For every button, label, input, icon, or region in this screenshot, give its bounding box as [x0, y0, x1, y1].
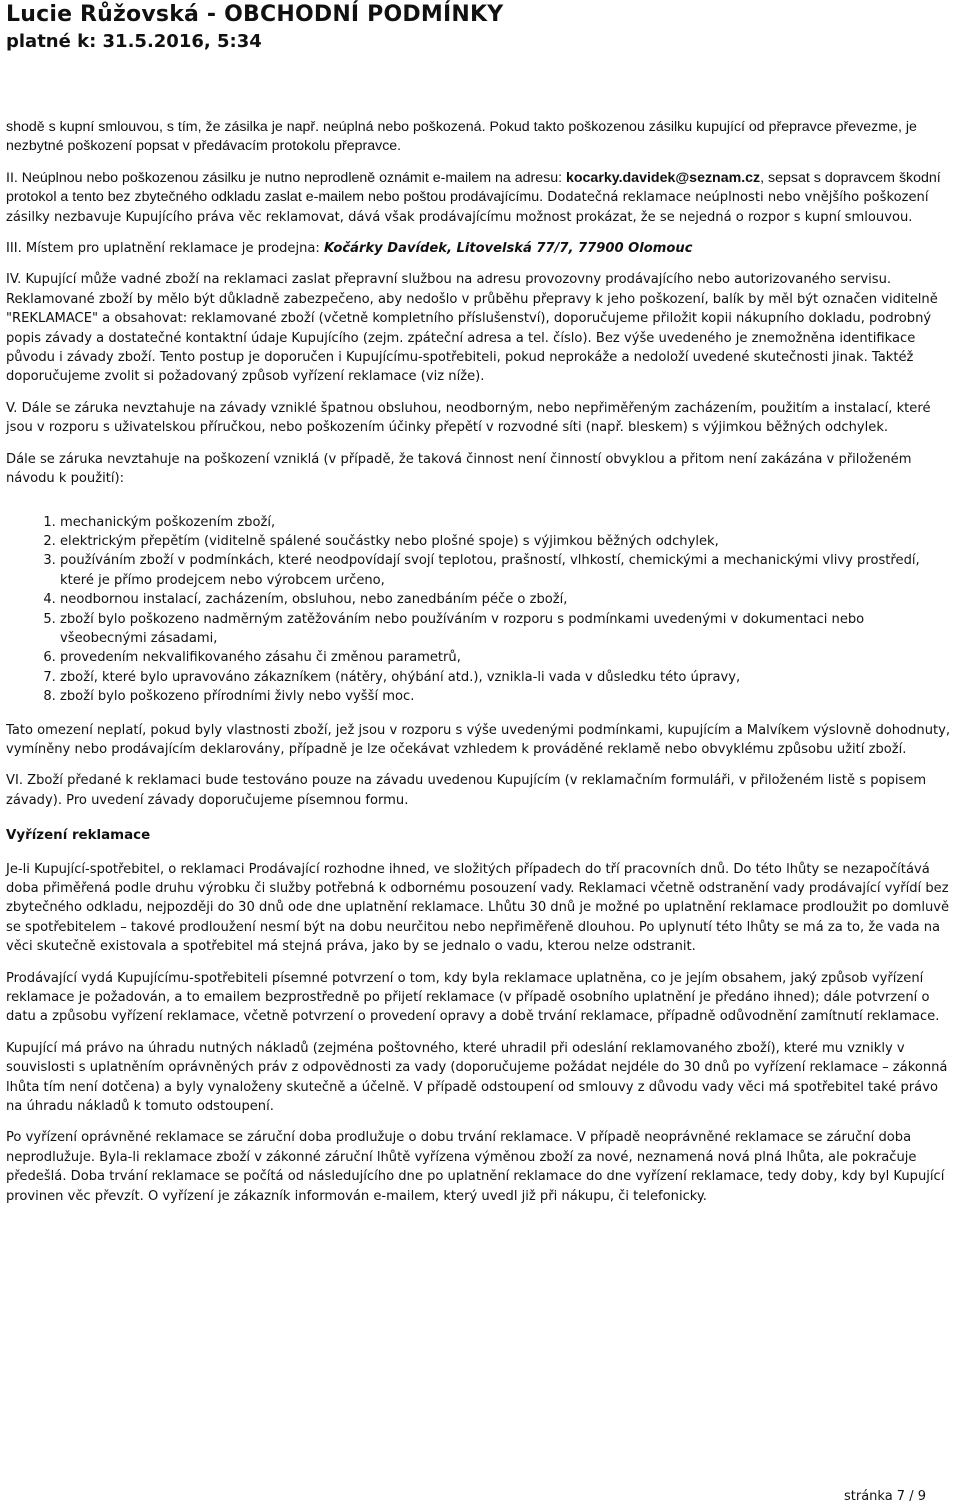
list-item: 1. mechanickým poškozením zboží, [60, 513, 954, 532]
list-item: 7. zboží, které bylo upravováno zákazníkem (nátěry, ohýbání atd.), vznikla-li vada v důsledku této úpravy, [60, 668, 954, 687]
paragraph-confirmation: Prodávající vydá Kupujícímu-spotřebiteli písemné potvrzení o tom, kdy byla reklamace uplatněna, co je jejím obsahem, jaký způsob vyřízení reklamace je požadován, a to emailem bezprostředně po přijetí reklamace (v případě osobního uplatnění je předáno ihned); dále potvrzení o datu a způsobu vyřízení reklamace, včetně potvrzení o provedení opravy a době trvání reklamace, případně odůvodnění zamítnutí reklamace. [6, 970, 940, 1025]
list-item: 4. neodbornou instalací, zacházením, obsluhou, nebo zanedbáním péče o zboží, [60, 590, 954, 609]
paragraph-intro: shodě s kupní smlouvou, s tím, že zásilka je např. neúplná nebo poškozená. Pokud takto poškozenou zásilku kupující od přepravce převezme, je nezbytné poškození popsat v předávacím protokolu přepravce. [6, 119, 917, 155]
store-address: Kočárky Davídek, Litovelská 77/7, 77900 Olomouc [323, 241, 693, 257]
document-body [6, 118, 954, 1218]
validity-date: platné k: 31.5.2016, 5:34 [6, 31, 262, 52]
paragraph-costs: Kupující má právo na úhradu nutných nákladů (zejména poštovného, které uhradil při odeslání reklamovaného zboží), které mu vznikly v souvislosti s uplatněním oprávněných práv z odpovědnosti za vady (doporučujeme požádat nejdéle do 30 dnů po vyřízení reklamace – zákonná lhůta tím není dotčena) a byly vynaloženy skutečně a účelně. V případě odstoupení od smlouvy z důvodu vady věci má spotřebitel také právo na úhradu nákladů k tomuto odstoupení. [6, 1040, 948, 1115]
paragraph-iii-text: III. Místem pro uplatnění reklamace je prodejna: [6, 241, 324, 257]
section-heading: Vyřízení reklamace [6, 828, 151, 844]
paragraph-warranty: Po vyřízení oprávněné reklamace se záruční doba prodlužuje o dobu trvání reklamace. V případě neoprávněné reklamace se záruční doba neprodlužuje. Byla-li reklamace zboží v zákonné záruční lhůtě vyřízena výměnou zboží za nové, neznamená nová plná lhůta, ale pokračuje předešlá. Doba trvání reklamace se počítá od následujícího dne po uplatnění reklamace do dne vyřízení reklamace, tedy doby, kdy byl Kupující provinen věc převzít. O vyřízení je zákazník informován e-mailem, který uvedl již při nákupu, či telefonicky. [6, 1130, 945, 1204]
email-link[interactable]: kocarky.davidek@seznam.cz [565, 169, 761, 186]
paragraph-v: V. Dále se záruka nevztahuje na závady vzniklé špatnou obsluhou, neodborným, nebo nepřiměřeným zacházením, použitím a instalací, které jsou v rozporu s uživatelskou příručkou, nebo poškozením účinky přepětí v rozvodné síti (např. bleskem) s výjimkou běžných odchylek. [6, 400, 931, 436]
paragraph-exclusions: Dále se záruka nevztahuje na poškození vzniklá (v případě, že taková činnost není činností obvyklou a přitom není zakázána v přiloženém návodu k použití): [6, 451, 912, 487]
list-item: 6. provedením nekvalifikovaného zásahu či změnou parametrů, [60, 648, 954, 667]
paragraph-ii [6, 169, 954, 227]
paragraph-deadline: Je-li Kupující-spotřebitel, o reklamaci Prodávající rozhodne ihned, ve složitých případech do tří pracovních dnů. Do této lhůty se nezapočítává doba přiměřená podle druhu výrobku či služby potřebná k odbornému posouzení vady. Reklamaci včetně odstranění vady prodávající vyřídí bez zbytečného odkladu, nejpozději do 30 dnů ode dne uplatnění reklamace. Lhůtu 30 dnů je možné po uplatnění reklamace prodloužit po domluvě se spotřebitelem – takové prodloužení nesmí být na dobu neurčitou nebo nepřiměřeně dlouhou. Po uplynutí této lhůty se má za to, že vada na věci skutečně existovala a spotřebitel má stejná práva, jako by se jednalo o vadu, kterou nelze odstranit. [6, 861, 950, 955]
paragraph-limitations: Tato omezení neplatí, pokud byly vlastnosti zboží, jež jsou v rozporu s výše uvedenými podmínkami, kupujícím a Malvíkem výslovně dohodnuty, vymíněny nebo prodávajícím deklarovány, případně je lze očekávat vzhledem k prováděné reklamě nebo obvyklému způsobu užití zboží. [6, 722, 951, 757]
list-item: 5. zboží bylo poškozeno nadměrným zatěžováním nebo používáním v rozporu s podmínkami uvedenými v dokumentaci nebo všeobecnými zásadami, [60, 610, 954, 649]
list-item: 3. používáním zboží v podmínkách, které neodpovídají svojí teplotou, prašností, vlhkostí, chemickými a mechanickými vlivy prostředí, které je přímo prodejcem nebo výrobcem určeno, [60, 551, 954, 590]
paragraph-ii-text-3: Dodatečná reklamace neúplnosti nebo vnějšího poškození zásilky nezbavuje Kupujícího práva věc reklamovat, dává však prodávajícímu možnost prokázat, že se nejedná o rozpor s kupní smlouvou. [6, 190, 929, 225]
paragraph-vi: VI. Zboží předané k reklamaci bude testováno pouze na závadu uvedenou Kupujícím (v reklamačním formuláři, v přiloženém listě s popisem závady). Pro uvedení závady doporučujeme písemnou formu. [6, 773, 927, 808]
list-item: 2. elektrickým přepětím (viditelně spálené součástky nebo plošné spoje) s výjimkou běžných odchylek, [60, 532, 954, 551]
page-number: stránka 7 / 9 [843, 1489, 926, 1504]
paragraph-ii-text: II. Neúplnou nebo poškozenou zásilku je nutno neprodleně oznámit e-mailem na adresu: [6, 169, 566, 186]
document-title: Lucie Růžovská - OBCHODNÍ PODMÍNKY [6, 2, 504, 27]
paragraph-iii [6, 239, 954, 258]
exclusion-list [6, 513, 954, 707]
document-header [6, 0, 503, 55]
paragraph-ii-text-2: , sepsat s dopravcem škodní protokol a tento bez zbytečného odkladu zaslat e-mailem nebo poštou prodávajícímu. [6, 169, 941, 206]
paragraph-iv: IV. Kupující může vadné zboží na reklamaci zaslat přepravní službou na adresu provozovny prodávajícího nebo autorizovaného servisu. Reklamované zboží by mělo být důkladně zabezpečeno, aby nedošlo v průběhu přepravy k jeho poškození, balík by měl být označen viditelně "REKLAMACE" a obsahovat: reklamované zboží (včetně kompletního příslušenství), doporučujeme přiložit kopii nákupního dokladu, podrobný popis závady a dostatečné kontaktní údaje Kupujícího (zejm. zpáteční adresa a tel. číslo). Bez výše uvedeného je znemožněna identifikace původu i závady zboží. Tento postup je doporučen i Kupujícímu-spotřebiteli, pokud neprokáže a nedoloží uvedené skutečnosti jinak. Taktéž doporučujeme zvolit si požadovaný způsob vyřízení reklamace (viz níže). [6, 272, 938, 385]
list-item: 8. zboží bylo poškozeno přírodními živly nebo vyšší moc. [60, 687, 954, 706]
